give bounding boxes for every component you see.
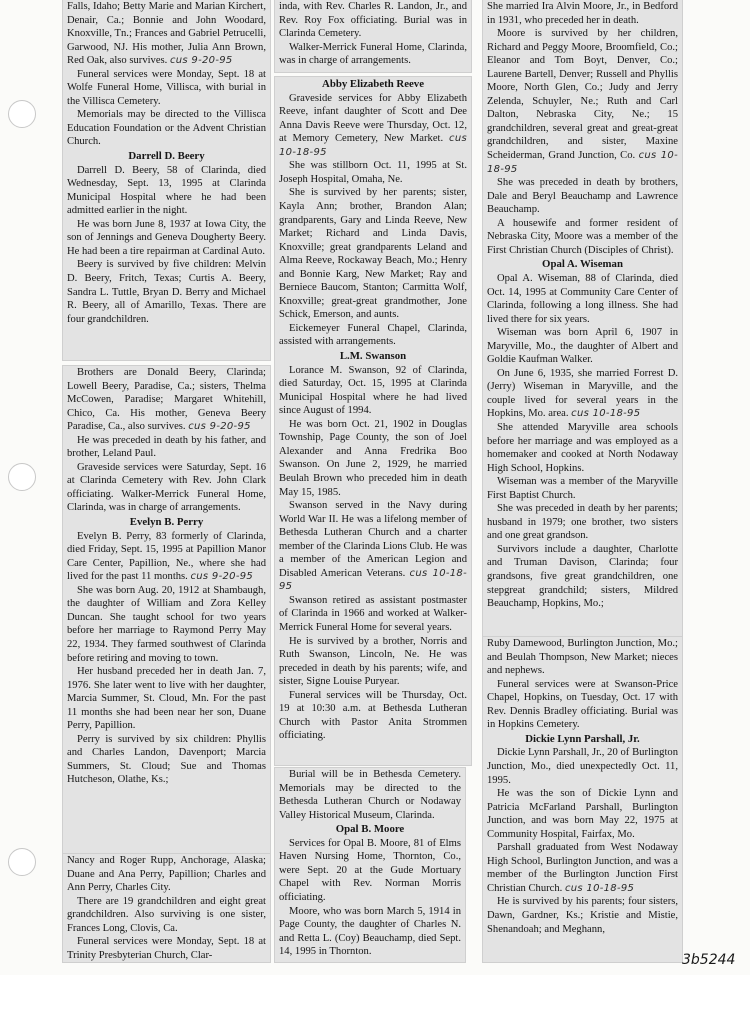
paragraph-text: Darrell D. Beery, 58 of Clarinda, died Wednesday, Sept. 13, 1995 at Clarinda Municipal Hospital where he had been admitted earlier in the night.	[67, 164, 266, 217]
paragraph-text: inda, with Rev. Charles R. Landon, Jr., and Rev. Roy Fox officiating. Burial was in Clarinda Cemetery.	[279, 1, 467, 40]
obituary-name-heading	[67, 516, 266, 530]
paragraph-text: He was born June 8, 1937 at Iowa City, the son of Jennings and Geneva Dougherty Beery. He had been a tire repairman at Cardinal Auto.	[67, 218, 266, 257]
obituary-paragraph	[279, 418, 467, 499]
paragraph-text: Funeral services were Monday, Sept. 18 at Trinity Presbyterian Church, Clar-	[67, 936, 266, 961]
obituary-name-heading	[279, 350, 467, 364]
obituary-paragraph	[487, 746, 678, 787]
paragraph-text: Swanson retired as assistant postmaster of Clarinda in 1966 and worked at Walker-Merrick Funeral Home for several years.	[279, 594, 467, 633]
paragraph-text: Funeral services were Monday, Sept. 18 at Wolfe Funeral Home, Villisca, with burial in the Villisca Cemetery.	[67, 68, 266, 107]
binder-hole	[8, 463, 36, 491]
paragraph-text: There are 19 grandchildren and eight great grandchildren. Also surviving is one sister, Frances Long, Clovis, Ca.	[67, 895, 266, 934]
handwritten-date-note: cus 10-18-95	[279, 567, 467, 593]
obituary-paragraph	[67, 895, 266, 936]
obituary-paragraph	[487, 895, 678, 936]
continued-paragraph	[279, 0, 467, 41]
continued-paragraph	[67, 854, 266, 895]
paragraph-text: Opal B. Moore	[335, 823, 405, 836]
paragraph-text: He was preceded in death by his father, and brother, Leland Paul.	[67, 434, 266, 460]
paragraph-text: He is survived by his parents; four sisters, Dawn, Gardner, Ks.; Kristie and Mistie, Shenandoah; and Meghann,	[487, 896, 678, 935]
obituary-paragraph	[67, 584, 266, 665]
handwritten-date-note: cus 10-18-95	[279, 133, 467, 158]
paragraph-text: L.M. Swanson	[339, 349, 407, 362]
obituary-paragraph	[67, 530, 266, 584]
obituary-paragraph	[487, 176, 678, 217]
paragraph-text: She was born Aug. 20, 1912 at Shambaugh, the daughter of William and Zora Kelley Duncan. She taught school for two years before her marriage to Raymond Perry May 22, 1934. They farmed southwest of Clarinda before retiring and moving to town.	[67, 584, 266, 664]
continued-paragraph	[487, 0, 678, 27]
paragraph-text: Perry is survived by six children: Phyllis and Charles Landon, Davenport; Marcia Summers, St. Cloud; Sue and Thomas Hutcheson, Olathe, Ks.;	[67, 733, 266, 786]
paragraph-text: She married Ira Alvin Moore, Jr., in Bedford in 1931, who preceded her in death.	[487, 1, 678, 26]
obituary-paragraph	[67, 164, 266, 218]
handwritten-date-note: cus 10-18-95	[564, 882, 635, 894]
clipping-col2-mid	[275, 77, 471, 765]
paragraph-text: Falls, Idaho; Betty Marie and Marian Kirchert, Denair, Ca.; Bonnie and John Woodard, Knoxville, Tn.; Frances and Gabriel Petrucelli, Garwood, NJ. His mother, Julia Ann Brown, Red Oak, also survives.	[67, 1, 266, 67]
paragraph-text: She is survived by her parents; sister, Kayla Ann; brother, Brandon Alan; grandparents, Gary and Linda Reeve, New Market; Richard and Linda Davis, Knoxville; great grandparents Leland and Alma Reeve, Rockaway Beach, Mo.; Henry and Bonnie Karg, New Market; Ray and Berniece Baucom, Stanton; Carmitta Wolf, Knoxville; great-great grandmother, Jone Schick, Emerson, and aunts.	[279, 187, 467, 321]
obituary-paragraph	[487, 367, 678, 421]
clipping-col2-bottom	[275, 768, 465, 962]
paragraph-text: Eickemeyer Funeral Chapel, Clarinda, assisted with arrangements.	[279, 322, 467, 348]
handwritten-date-note: cus 10-18-95	[487, 150, 678, 175]
continued-paragraph	[67, 0, 266, 68]
paragraph-text: Brothers are Donald Beery, Clarinda; Lowell Beery, Paradise, Ca.; sisters, Thelma McCowen, Paradise; Margaret Whitehill, Chico, Ca. His mother, Geneva Beery Paradise, Ca., also survives.	[67, 367, 266, 433]
paragraph-text: She was stillborn Oct. 11, 1995 at St. Joseph Hospital, Omaha, Ne.	[279, 160, 467, 185]
continued-paragraph	[487, 637, 678, 678]
paragraph-text: Dickie Lynn Parshall, Jr., 20 of Burlington Junction, Mo., died unexpectedly Oct. 11, 1995.	[487, 747, 678, 786]
paragraph-text: Walker-Merrick Funeral Home, Clarinda, was in charge of arrangements.	[279, 41, 467, 67]
obituary-paragraph	[279, 635, 467, 689]
paragraph-text: Burial will be in Bethesda Cemetery. Memorials may be directed to the Bethesda Lutheran Church or Nodaway Valley Historical Museum, Clarinda.	[279, 769, 461, 821]
obituary-paragraph	[487, 27, 678, 176]
clipping-col3-top	[483, 0, 682, 637]
obituary-paragraph	[279, 768, 461, 822]
handwritten-date-note: cus 9-20-95	[190, 571, 254, 583]
paragraph-text: Evelyn B. Perry, 83 formerly of Clarinda, died Friday, Sept. 15, 1995 at Papillion Manor Care Center, Papillion, Ne., where she had lived for the past 11 months.	[67, 530, 266, 583]
obituary-paragraph	[67, 68, 266, 109]
paragraph-text: On June 6, 1935, she married Forrest D. (Jerry) Wiseman in Maryville, and the couple lived for several years in the Hopkins, Mo. area.	[487, 367, 678, 420]
paragraph-text: Beery is survived by five children: Melvin D. Beery, Fritch, Texas; Curtis A. Beery, Sandra L. Tuttle, Bryan D. Berry and Michael R. Beery, all of Amarillo, Texas. There are four grandchildren.	[67, 259, 266, 325]
obituary-paragraph	[279, 322, 467, 349]
obituary-paragraph	[67, 935, 266, 962]
binder-hole	[8, 848, 36, 876]
paragraph-text: She attended Maryville area schools before her marriage and was employed as a homemaker and cooked at North Nodaway High School, Hopkins.	[487, 422, 678, 474]
obituary-paragraph	[279, 41, 467, 68]
paragraph-text: A housewife and former resident of Nebraska City, Moore was a member of the First Christian Church (Disciples of Christ).	[487, 217, 678, 256]
obituary-paragraph	[67, 218, 266, 259]
paragraph-text: Survivors include a daughter, Charlotte and Truman Davison, Clarinda; four grandsons, five great grandchildren, one stepgreat grandchild; sisters, Mildred Beauchamp, Hopkins, Mo.;	[487, 543, 678, 610]
paragraph-text: Nancy and Roger Rupp, Anchorage, Alaska; Duane and Ana Perry, Papillion; Charles and Ann Perry, Charles City.	[67, 855, 266, 894]
paragraph-text: Funeral services were at Swanson-Price Chapel, Hopkins, on Tuesday, Oct. 17 with Rev. Dennis Bradley officiating. Burial was in Hopkins Cemetery.	[487, 678, 678, 731]
paragraph-text: Funeral services will be Thursday, Oct. 19 at 10:30 a.m. at Bethesda Lutheran Church with Pastor Anita Strommen officiating.	[279, 689, 467, 742]
paragraph-text: He was the son of Dickie Lynn and Patricia McFarland Parshall, Burlington Junction, and was born May 22, 1975 at Community Hospital, Fairfax, Mo.	[487, 788, 678, 840]
handwritten-date-note: cus 10-18-95	[571, 408, 641, 420]
obituary-paragraph	[67, 665, 266, 733]
obituary-paragraph	[487, 543, 678, 611]
archive-stamp: 3b5244	[682, 952, 736, 968]
obituary-paragraph	[279, 499, 467, 594]
paragraph-text: He was born Oct. 21, 1902 in Douglas Township, Page County, the son of Joel Alexander and Anna Fredrika Boo Swanson. On June 2, 1929, he married Beulah Brown who preceded him in death May 15, 1985.	[279, 418, 467, 498]
paragraph-text: Memorials may be directed to the Villisca Education Foundation or the Advent Christian Church.	[67, 109, 266, 148]
paragraph-text: Parshall graduated from West Nodaway High School, Burlington Junction, and was a member of the Burlington Junction First Christian Church.	[487, 842, 678, 894]
paragraph-text: Dickie Lynn Parshall, Jr.	[525, 732, 640, 745]
clipping-col1-top	[63, 0, 270, 360]
paragraph-text: Graveside services were Saturday, Sept. 16 at Clarinda Cemetery with Rev. John Clark officiating. Walker-Merrick Funeral Home, Clarinda, was in charge of arrangements.	[67, 461, 266, 514]
obituary-paragraph	[279, 159, 467, 186]
obituary-paragraph	[487, 841, 678, 895]
paragraph-text: Opal A. Wiseman	[542, 258, 623, 271]
obituary-paragraph	[487, 326, 678, 367]
page-margin	[0, 975, 750, 1033]
obituary-paragraph	[279, 92, 467, 160]
clipping-col2-top	[275, 0, 471, 72]
paragraph-text: Ruby Damewood, Burlington Junction, Mo.; and Beulah Thompson, New Market; nieces and nephews.	[487, 638, 678, 677]
obituary-paragraph	[67, 434, 266, 461]
obituary-paragraph	[67, 366, 266, 434]
paragraph-text: She was preceded in death by her parents; husband in 1979; one brother, two sisters and one great grandson.	[487, 503, 678, 542]
obituary-paragraph	[279, 905, 461, 959]
handwritten-date-note: cus 9-20-95	[170, 55, 233, 67]
obituary-paragraph	[67, 461, 266, 515]
obituary-paragraph	[487, 475, 678, 502]
paragraph-text: Wiseman was a member of the Maryville First Baptist Church.	[487, 476, 678, 501]
paragraph-text: She was preceded in death by brothers, Dale and Beryl Beauchamp and Lawrence Beauchamp.	[487, 177, 678, 216]
obituary-paragraph	[67, 733, 266, 787]
paragraph-text: Graveside services for Abby Elizabeth Reeve, infant daughter of Scott and Dee Anna Davis Reeve were Thursday, Oct. 12, at Memory Cemetery, New Market.	[279, 92, 467, 145]
obituary-name-heading	[487, 258, 678, 272]
paragraph-text: Darrell D. Beery	[128, 150, 205, 163]
clipping-col3-bottom	[483, 637, 682, 962]
obituary-name-heading	[67, 150, 266, 164]
obituary-paragraph	[487, 421, 678, 475]
paragraph-text: He is survived by a brother, Norris and Ruth Swanson, Lincoln, Ne. He was preceded in death by his parents; wife, and sister, Signe Louise Puryear.	[279, 635, 467, 688]
obituary-paragraph	[279, 186, 467, 321]
obituary-name-heading	[279, 78, 467, 92]
obituary-paragraph	[279, 689, 467, 743]
paragraph-text: Moore is survived by her children, Richard and Peggy Moore, Broomfield, Co.; Eleanor and Tom Boyt, Denver, Co.; Laurene Bartell, Denver; Russell and Phyllis Moore, North Glen, Co.; Judy and Jerry Zelenda, Schuyler, Ne.; Ruth and Carl Dalton, Nebraska City, Ne.; 15 grandchildren, several great and great-great grandchildren, and sister, Maxine Scheiderman, Grand Junction, Co.	[487, 28, 678, 162]
obituary-paragraph	[487, 217, 678, 258]
paragraph-text: Wiseman was born April 6, 1907 in Maryville, Mo., the daughter of Albert and Goldie Kaufman Walker.	[487, 327, 678, 366]
obituary-paragraph	[487, 678, 678, 732]
paragraph-text: Abby Elizabeth Reeve	[322, 78, 424, 90]
obituary-paragraph	[487, 502, 678, 543]
paragraph-text: Her husband preceded her in death Jan. 7, 1976. She later went to live with her daughter, Marcia Summer, St. Cloud, Mn. For the past 11 months she had been near her son, Duane Perry, Papillion.	[67, 666, 266, 732]
obituary-paragraph	[67, 258, 266, 326]
binder-hole	[8, 100, 36, 128]
paragraph-text: Evelyn B. Perry	[129, 516, 204, 529]
paragraph-text: Services for Opal B. Moore, 81 of Elms Haven Nursing Home, Thornton, Co., were Sept. 20 at the Gude Mortuary Chapel with Rev. Norman Morris officiating.	[279, 837, 461, 903]
paragraph-text: Swanson served in the Navy during World War II. He was a lifelong member of Bethesda Lutheran Church and a charter member of the Clarinda Lions Club. He was a member of the American Legion and Disabled American Veterans.	[279, 500, 467, 579]
obituary-paragraph	[487, 272, 678, 326]
handwritten-date-note: cus 9-20-95	[188, 421, 251, 433]
obituary-paragraph	[279, 837, 461, 905]
paragraph-text: Moore, who was born March 5, 1914 in Page County, the daughter of Charles N. and Retta L. (Coy) Beauchamp, died Sept. 14, 1995 in Thornton.	[279, 905, 461, 958]
obituary-paragraph	[487, 787, 678, 841]
obituary-name-heading	[487, 733, 678, 747]
obituary-name-heading	[279, 823, 461, 837]
paragraph-text: Opal A. Wiseman, 88 of Clarinda, died Oct. 14, 1995 at Community Care Center of Clarinda, following a long illness. She had lived there for six years.	[487, 272, 678, 325]
clipping-col1-mid	[63, 366, 270, 853]
paragraph-text: Lorance M. Swanson, 92 of Clarinda, died Saturday, Oct. 15, 1995 at Clarinda Municipal Hospital where he had lived since August of 1994.	[279, 364, 467, 417]
obituary-paragraph	[279, 594, 467, 635]
obituary-paragraph	[279, 364, 467, 418]
clipping-col1-bottom	[63, 854, 270, 962]
obituary-paragraph	[67, 108, 266, 149]
